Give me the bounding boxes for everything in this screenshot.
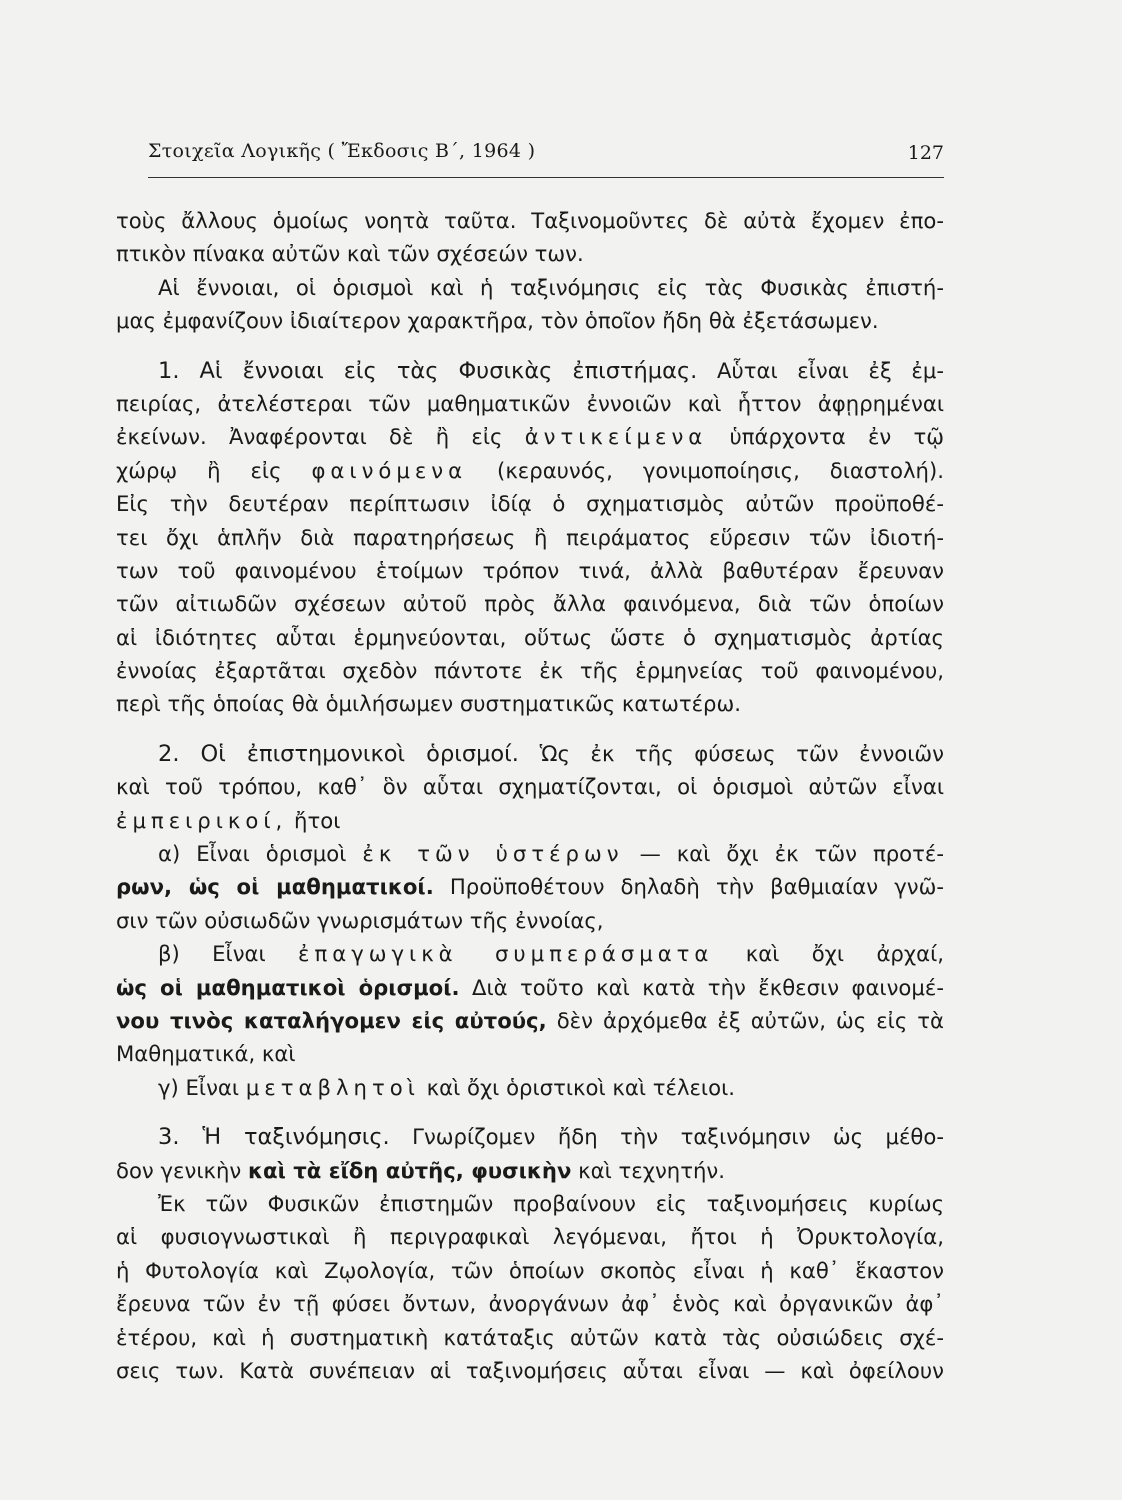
text-line — [116, 870, 944, 903]
text-fragment: ὡς οἱ μαθηματικοὶ ὁρισμοί. — [116, 974, 460, 1000]
text-line — [116, 1071, 944, 1104]
section-heading-2: 2. Οἱ ἐπιστημονικοὶ ὁρισμοί. — [158, 740, 519, 767]
spaced-term: ἀντικείμενα — [524, 424, 708, 450]
text-line — [116, 420, 944, 453]
text-line: περὶ τῆς ὁποίας θὰ ὁμιλήσωμεν συστηματικῶς κατωτέρω. — [116, 691, 741, 717]
text-line: Εἰς τὴν δευτέραν περίπτωσιν ἰδίᾳ ὁ σχηματισμὸς αὐτῶν προϋποθέ- — [116, 491, 944, 517]
text-line: τοὺς ἄλλους ὁμοίως νοητὰ ταῦτα. Ταξινομοῦντες δὲ αὐτὰ ἔχομεν ἐπο- — [116, 208, 944, 233]
spaced-term: φαινόμενα — [311, 457, 468, 483]
text-fragment: — καὶ ὄχι ἐκ τῶν προτέ- — [639, 841, 944, 867]
section-heading-3: 3. Ἡ ταξινόμησις. — [158, 1124, 390, 1151]
text-fragment: Διὰ τοῦτο καὶ κατὰ τὴν ἔκθεσιν φαινομέ- — [471, 974, 944, 1000]
text-fragment: καὶ ὄχι ἀρχαί, — [745, 941, 944, 967]
text-fragment: καὶ τὰ εἴδη αὐτῆς, φυσικὴν — [248, 1157, 572, 1183]
spaced-term: ἐμπειρικοί, — [116, 807, 288, 833]
text-line — [116, 737, 944, 770]
text-line: τῶν αἰτιωδῶν σχέσεων αὐτοῦ πρὸς ἄλλα φαινόμενα, διὰ τῶν ὁποίων — [116, 591, 944, 617]
text-fragment: ρων, ὡς οἱ μαθηματικοί. — [116, 874, 434, 900]
text-line: πειρίας, ἀτελέστεραι τῶν μαθηματικῶν ἐννοιῶν καὶ ἧττον ἀφῃρημέναι — [116, 390, 944, 416]
text-line: Ἐκ τῶν Φυσικῶν ἐπιστημῶν προβαίνουν εἰς ταξινομήσεις κυρίως — [158, 1190, 944, 1216]
spaced-term: ἐκ τῶν ὑστέρων — [362, 841, 624, 867]
text-fragment: β) Εἶναι — [158, 941, 266, 967]
text-fragment: (κεραυνός, γονιμοποίησις, διαστολή). — [497, 457, 944, 483]
text-line — [116, 937, 944, 970]
text-line: μας ἐμφανίζουν ἰδιαίτερον χαρακτῆρα, τὸν ὁποῖον ἤδη θὰ ἐξετάσωμεν. — [116, 308, 879, 334]
paragraph-gap — [116, 338, 944, 354]
text-line — [116, 1120, 944, 1153]
text-fragment: ἤτοι — [294, 807, 341, 833]
text-fragment: δον γενικὴν — [116, 1157, 242, 1183]
text-line — [116, 971, 944, 1004]
text-line: Μαθηματικά, καὶ — [116, 1041, 296, 1067]
text-fragment: ὑπάρχοντα ἐν τῷ — [729, 424, 944, 450]
text-fragment: Γνωρίζομεν ἤδη τὴν ταξινόμησιν ὡς μέθο- — [412, 1124, 945, 1150]
text-line — [116, 1154, 944, 1187]
text-line: τει ὄχι ἁπλῆν διὰ παρατηρήσεως ἢ πειράματος εὕρεσιν τῶν ἰδιοτή- — [116, 524, 944, 550]
text-fragment: χώρῳ ἢ εἰς — [116, 457, 282, 483]
text-line — [116, 454, 944, 487]
text-line — [116, 354, 944, 387]
text-line: αἱ φυσιογνωστικαὶ ἢ περιγραφικαὶ λεγόμεναι, ἤτοι ἡ Ὀρυκτολογία, — [116, 1224, 944, 1250]
text-line — [116, 1004, 944, 1037]
spaced-term: ἐπαγωγικὰ συμπεράσματα — [298, 941, 714, 967]
text-fragment: καὶ ὄχι ὁριστικοὶ καὶ τέλειοι. — [426, 1074, 735, 1100]
text-line: πτικὸν πίνακα αὐτῶν καὶ τῶν σχέσεών των. — [116, 241, 584, 267]
paragraph-gap — [116, 721, 944, 737]
text-line: ἔρευνα τῶν ἐν τῇ φύσει ὄντων, ἀνοργάνων ἀφ᾿ ἑνὸς καὶ ὀργανικῶν ἀφ᾿ — [116, 1291, 944, 1317]
body-text — [116, 204, 944, 1387]
text-line — [116, 804, 944, 837]
text-fragment: Αὗται εἶναι ἐξ ἐμ- — [716, 357, 944, 383]
text-line: ἐννοίας ἐξαρτᾶται σχεδὸν πάντοτε ἐκ τῆς ἑρμηνείας τοῦ φαινομένου, — [116, 658, 944, 684]
running-head — [148, 140, 944, 180]
text-fragment: γ) Εἶναι — [158, 1074, 240, 1100]
header-rule — [148, 177, 944, 178]
text-line: Αἱ ἔννοιαι, οἱ ὁρισμοὶ καὶ ἡ ταξινόμησις εἰς τὰς Φυσικὰς ἐπιστή- — [158, 274, 944, 300]
text-fragment: Ὡς ἐκ τῆς φύσεως τῶν ἐννοιῶν — [539, 740, 944, 766]
text-line: ἡ Φυτολογία καὶ Ζῳολογία, τῶν ὁποίων σκοπὸς εἶναι ἡ καθ᾿ ἕκαστον — [116, 1257, 944, 1283]
text-line: ἑτέρου, καὶ ἡ συστηματικὴ κατάταξις αὐτῶν κατὰ τὰς οὐσιώδεις σχέ- — [116, 1324, 944, 1350]
text-fragment: νου τινὸς καταλήγομεν εἰς αὐτούς, — [116, 1007, 547, 1033]
text-line — [116, 837, 944, 870]
text-fragment: Προϋποθέτουν δηλαδὴ τὴν βαθμιαίαν γνῶ- — [449, 874, 944, 900]
page-number: 127 — [907, 142, 944, 164]
text-line: σιν τῶν οὐσιωδῶν γνωρισμάτων τῆς ἐννοίας, — [116, 907, 604, 933]
text-fragment: ἐκείνων. Ἀναφέρονται δὲ ἢ εἰς — [116, 424, 503, 450]
spaced-term: μεταβλητοὶ — [245, 1074, 420, 1100]
section-heading-1: 1. Αἱ ἔννοιαι εἰς τὰς Φυσικὰς ἐπιστήμας. — [158, 357, 698, 384]
text-fragment: α) Εἶναι ὁρισμοὶ — [158, 841, 347, 867]
text-line: σεις των. Κατὰ συνέπειαν αἱ ταξινομήσεις αὗται εἶναι — καὶ ὀφείλουν — [116, 1357, 944, 1383]
text-line: αἱ ἰδιότητες αὗται ἑρμηνεύονται, οὕτως ὥστε ὁ σχηματισμὸς ἀρτίας — [116, 624, 944, 650]
text-fragment: δὲν ἀρχόμεθα ἐξ αὐτῶν, ὡς εἰς τὰ — [556, 1007, 944, 1033]
paragraph-gap — [116, 1104, 944, 1120]
text-fragment: καὶ τεχνητήν. — [578, 1157, 725, 1183]
text-line: των τοῦ φαινομένου ἑτοίμων τρόπον τινά, ἀλλὰ βαθυτέραν ἔρευναν — [116, 557, 944, 583]
running-head-title: Στοιχεῖα Λογικῆς ( Ἔκδοσις Β΄, 1964 ) — [148, 140, 536, 162]
text-line: καὶ τοῦ τρόπου, καθ᾿ ὃν αὗται σχηματίζονται, οἱ ὁρισμοὶ αὐτῶν εἶναι — [116, 774, 944, 800]
